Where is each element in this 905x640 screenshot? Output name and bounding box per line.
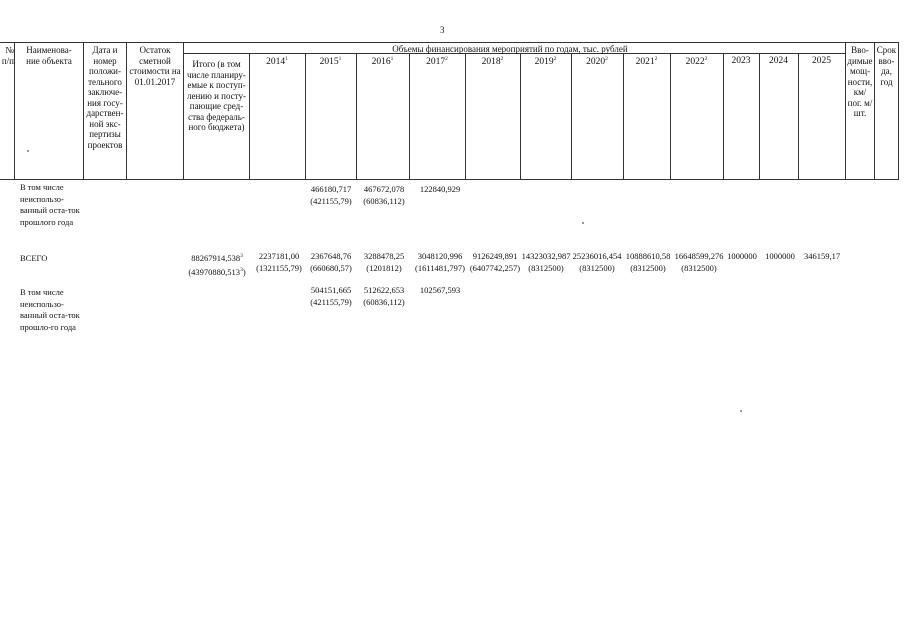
cell-2017: 102567,593 bbox=[419, 285, 461, 295]
cell-2018: 9126249,891 (6407742,257) bbox=[469, 251, 521, 273]
cell-2025: 346159,17 bbox=[803, 251, 841, 261]
cell-2021: 10888610,58 (8312500) bbox=[625, 251, 671, 273]
header-term: Срок вво-да, год bbox=[876, 45, 897, 87]
year-2017: 2017$^2$ bbox=[426, 56, 448, 68]
cell-2015: 466180,717 (421155,79) bbox=[310, 184, 352, 206]
cell-2017: 122840,929 bbox=[419, 184, 461, 194]
cell-2022: 16648599,276 (8312500) bbox=[674, 251, 724, 273]
year-2014: 2014$^1$ bbox=[266, 56, 288, 68]
header-date: Дата и номер положи-тельного заключе-ния госу-дарствен-ной экс-пертизы проектов bbox=[86, 45, 124, 150]
row-label: ВСЕГО bbox=[20, 253, 48, 263]
year-2021: 2021$^2$ bbox=[635, 56, 658, 68]
row-label: В том числе неиспользо-ванный оста-ток прошло-го года bbox=[20, 287, 80, 332]
cell-2020: 25236016,454 (8312500) bbox=[572, 251, 622, 273]
year-2018: 2018$^2$ bbox=[481, 56, 504, 68]
page-number: 3 bbox=[440, 25, 445, 35]
year-2025: 2025 bbox=[812, 56, 831, 66]
header-num: № п/п bbox=[1, 45, 14, 66]
cell-2016: 3288478,25 (1201812) bbox=[363, 251, 405, 273]
year-2024: 2024 bbox=[769, 56, 788, 66]
year-2016: 2016$^1$ bbox=[371, 56, 394, 68]
cell-2017: 3048120,996 (1611481,797) bbox=[415, 251, 465, 273]
year-2020: 2020$^2$ bbox=[586, 56, 608, 68]
header-capacity: Вво-димые мощ-ности, км/ пог. м/шт. bbox=[847, 45, 873, 118]
cell-2016: 467672,078 (60836,112) bbox=[363, 184, 405, 206]
header-name: Наименова-ние объекта bbox=[26, 45, 72, 66]
cell-2024: 1000000 bbox=[765, 251, 795, 261]
year-2022: 2022$^2$ bbox=[685, 56, 708, 68]
header-funding-group: Объемы финансирования мероприятий по годам, тыс. рублей bbox=[392, 44, 628, 54]
cell-itogo: 88267914,538$^3$ (43970880,513$^3$) bbox=[188, 252, 246, 277]
year-2019: 2019$^2$ bbox=[534, 56, 557, 68]
cell-2015: 2367648,76 (660680,57) bbox=[310, 251, 352, 273]
cell-2019: 14323032,987 (8312500) bbox=[521, 251, 571, 273]
cell-2015: 504151,665 (421155,79) bbox=[310, 285, 352, 307]
header-total: Итого (в том числе планиру-емые к поступ-лению и посту-пающие сред-ства федераль-ного бюджета) bbox=[186, 59, 246, 132]
header-remaining: Остаток сметной стоимости на 01.01.2017 bbox=[129, 45, 181, 87]
cell-2016: 512622,653 (60836,112) bbox=[363, 285, 405, 307]
row-label: В том числе неиспользо-ванный оста-ток прошлого года bbox=[20, 182, 80, 227]
year-2015: 2015$^1$ bbox=[319, 56, 342, 68]
cell-2014: 2237181,00 (1321155,79) bbox=[256, 251, 302, 273]
year-2023: 2023 bbox=[731, 56, 751, 66]
cell-2023: 1000000 bbox=[727, 251, 757, 261]
